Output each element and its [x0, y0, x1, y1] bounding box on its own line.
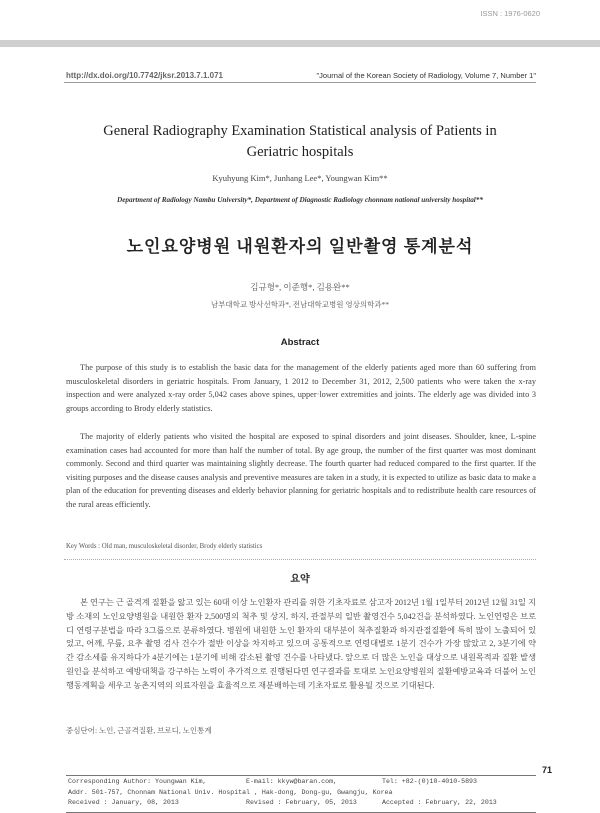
- korean-keywords: 중심단어: 노인, 근골격질환, 브로디, 노인통계: [66, 726, 212, 735]
- author-list: Kyuhyung Kim*, Junhang Lee*, Youngwan Kim**: [212, 173, 388, 183]
- paper-title-line2: Geriatric hospitals: [246, 144, 354, 160]
- footer-info-box: [66, 775, 536, 813]
- paper-title: [70, 121, 530, 163]
- issn-label: ISSN : 1976-0620: [480, 9, 540, 18]
- author-email[interactable]: E-mail: kkyw@baran.com,: [246, 778, 338, 785]
- journal-citation: "Journal of the Korean Society of Radiology, Volume 7, Number 1": [316, 71, 536, 80]
- paper-title-line1: General Radiography Examination Statistical analysis of Patients in: [103, 123, 497, 139]
- keywords: Key Words : Old man, musculoskeletal disorder, Brody elderly statistics: [66, 543, 263, 550]
- footer-line-2: [66, 789, 536, 800]
- korean-author-list: 김규형*, 이준행*, 김용완**: [250, 282, 350, 292]
- korean-affiliations: 남부대학교 방사선학과*, 전남대학교병원 영상의학과**: [210, 300, 390, 309]
- footer-line-1: [66, 778, 536, 789]
- corresponding-author: Corresponding Author: Youngwan Kim,: [68, 778, 207, 785]
- author-address: Addr. 501-757, Chonnam National Univ. Hospital , Hak-dong, Dong-gu, Gwangju, Korea: [68, 788, 393, 796]
- abstract-text-1: The purpose of this study is to establish the basic data for the management of the elderly patients aged more than 60 suffering from musculoskeletal disorders in geriatric hospitals. From January, 1 2012 to December 31, 2012, 2,500 patients who were taken the x-ray inspection and were analyzed x-ray order 5,042 cases above spines, upper·lower extremities and joints. The elderly age was divided into 3 groups according to Brody elderly statistics.: [66, 363, 536, 413]
- korean-title: 노인요양병원 내원환자의 일반촬영 통계분석: [126, 237, 474, 256]
- korean-summary: [66, 596, 536, 693]
- abstract-heading: Abstract: [280, 337, 320, 348]
- abstract-paragraph-2: [66, 430, 536, 512]
- header-bar: [0, 40, 600, 47]
- section-divider: [64, 559, 536, 560]
- author-tel: Tel: +82-(0)10-4010-5893: [382, 778, 477, 785]
- received-date: Received : January, 08, 2013: [68, 799, 179, 806]
- revised-date: Revised : February, 05, 2013: [246, 799, 357, 806]
- abstract-text-2: The majority of elderly patients who visited the hospital are exposed to spinal disorders and joint diseases. Shoulder, knee, L-spine examination cases had accounted for more than half the number of total. By age group, the number of the first quarter was most dominant commonly. Second and third quarter was maintaining slightly decrease. The fourth quarter had reduced compared to the first quarter. If the visiting purposes and the disease causes analysis and preventive measures are taken in a study, it is expected to utilize as basic data to make a plan of the education for preventing diseases and elderly behavior planning for geriatric hospitals and to redistribute health care resources of the rural areas efficiently.: [66, 432, 536, 509]
- korean-summary-heading: 요약: [290, 574, 310, 585]
- accepted-date: Accepted : February, 22, 2013: [382, 799, 497, 806]
- header-divider: [64, 82, 536, 83]
- footer-line-3: [66, 799, 536, 810]
- doi-link[interactable]: http://dx.doi.org/10.7742/jksr.2013.7.1.071: [66, 71, 223, 80]
- affiliations: Department of Radiology Nambu University*, Department of Diagnostic Radiology chonnam national university hospital**: [117, 196, 483, 204]
- korean-summary-text: 본 연구는 근 골격계 질환을 앓고 있는 60대 이상 노인환자 관리를 위한 기초자료로 삼고자 2012년 1월 1일부터 2012년 12월 31일 지방 소재의 노인요양병원을 내원한 환자 2,500명의 척추 및 상지, 하지, 관절부의 일반 촬영건수 5,042건을 분석하였다. 노인연령은 브로디 연령구분법을 따라 3그룹으로 분류하였다. 병원에 내원한 노인 환자의 대부분이 척추질환과 하지관절질환에 특히 많이 노출되어 있었고, 어깨, 무릎, 요추 촬영 검사 건수가 절반 이상을 차지하고 있으며 공통적으로 연령대별로 1분기 건수가 가장 많았고 2, 3분기에 약간 감소세를 유지하다가 4분기에는 1분기에 비해 감소된 촬영 건수를 나타냈다. 앞으로 더 많은 노인을 대상으로 내원목적과 질환 발생 원인을 분석하고 예방대책을 강구하는 노력이 추가적으로 진행된다면 연구결과를 토대로 노인요양병원의 질환예방교육과 더불어 노인행동계획을 세우고 농촌지역의 의료자원을 효율적으로 재분배하는데 기초자료로 활용될 것으로 기대된다.: [66, 598, 536, 690]
- page-number: 71: [541, 765, 552, 775]
- abstract-paragraph-1: [66, 361, 536, 415]
